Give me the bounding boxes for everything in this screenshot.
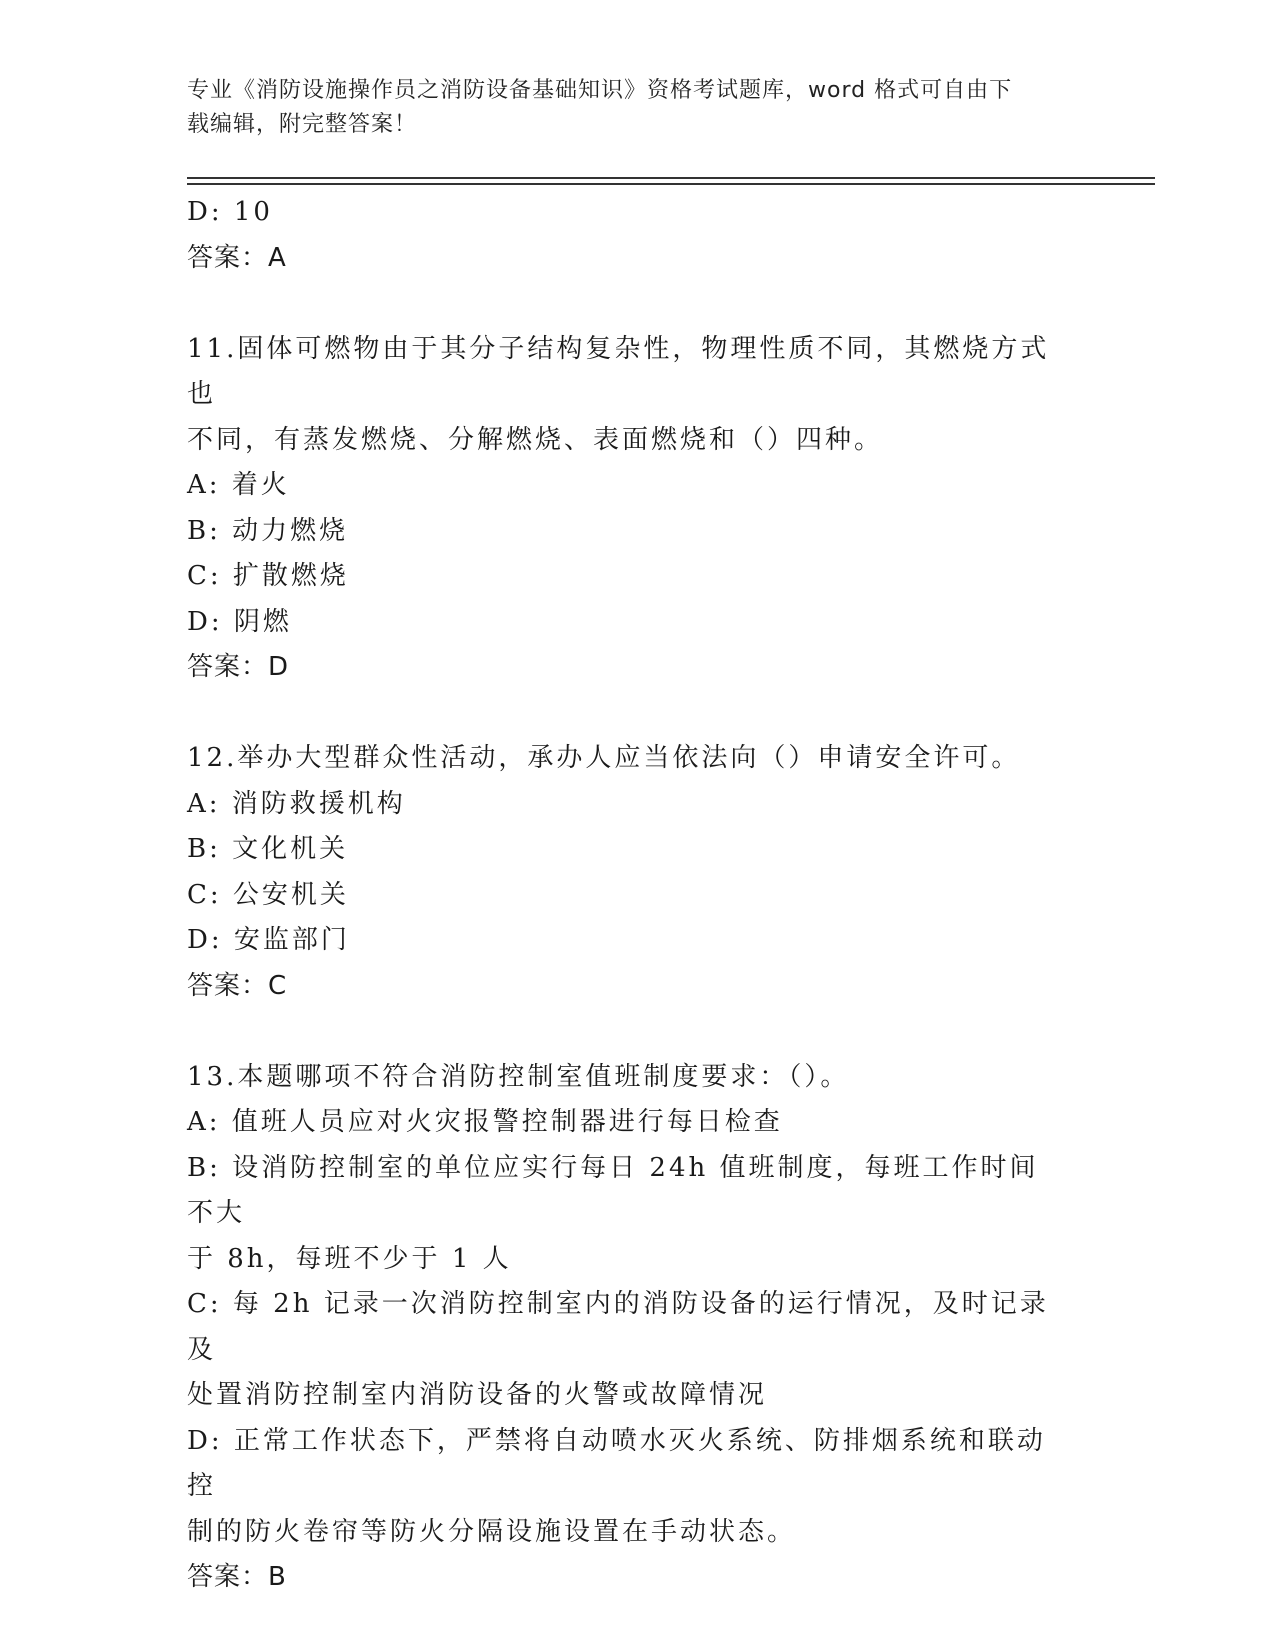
option-b: B: 动力燃烧 <box>187 515 349 546</box>
header-divider-bottom <box>187 183 1155 185</box>
previous-question-tail <box>187 190 1067 281</box>
spacer <box>187 691 1067 737</box>
question-11 <box>187 327 1067 691</box>
option-a: A: 消防救援机构 <box>187 788 406 819</box>
option-c: C: 公安机关 <box>187 879 349 910</box>
answer: 答案：C <box>187 970 288 1001</box>
option-d: D: 正常工作状态下，严禁将自动喷水灭火系统、防排烟系统和联动控 <box>187 1425 1046 1501</box>
option-b-continued: 于 8h，每班不少于 1 人 <box>187 1243 512 1274</box>
option-b: B: 设消防控制室的单位应实行每日 24h 值班制度，每班工作时间不大 <box>187 1152 1039 1228</box>
header-line-1: 专业《消防设施操作员之消防设备基础知识》资格考试题库，word 格式可自由下 <box>187 78 1013 103</box>
option-c-continued: 处置消防控制室内消防设备的火警或故障情况 <box>187 1380 768 1410</box>
question-stem: 13.本题哪项不符合消防控制室值班制度要求：（）。 <box>187 1061 850 1092</box>
option-d-continued: 制的防火卷帘等防火分隔设施设置在手动状态。 <box>187 1516 797 1547</box>
option-c: C: 每 2h 记录一次消防控制室内的消防设备的运行情况，及时记录及 <box>187 1289 1049 1365</box>
option-b: B: 文化机关 <box>187 834 349 864</box>
answer: 答案：D <box>187 652 290 682</box>
spacer <box>187 281 1067 327</box>
option-c: C: 扩散燃烧 <box>187 561 349 591</box>
question-stem: 12.举办大型群众性活动，承办人应当依法向（）申请安全许可。 <box>187 743 1021 773</box>
answer: 答案：A <box>187 242 287 273</box>
question-13 <box>187 1055 1067 1601</box>
option-a: A: 值班人员应对火灾报警控制器进行每日检查 <box>187 1107 783 1137</box>
option-d: D: 安监部门 <box>187 925 350 955</box>
answer: 答案：B <box>187 1562 287 1592</box>
option-a: A: 着火 <box>187 470 290 500</box>
question-stem: 11.固体可燃物由于其分子结构复杂性，物理性质不同，其燃烧方式也 <box>187 333 1050 409</box>
option-d: D: 阴燃 <box>187 606 292 637</box>
question-12 <box>187 736 1067 1009</box>
header-divider-top <box>187 177 1155 179</box>
header-line-2: 载编辑，附完整答案！ <box>187 112 418 137</box>
document-header <box>187 74 1067 142</box>
spacer <box>187 1009 1067 1055</box>
question-stem: 不同，有蒸发燃烧、分解燃烧、表面燃烧和（）四种。 <box>187 424 884 455</box>
option-d: D: 10 <box>187 197 273 227</box>
question-list <box>187 190 1067 1601</box>
